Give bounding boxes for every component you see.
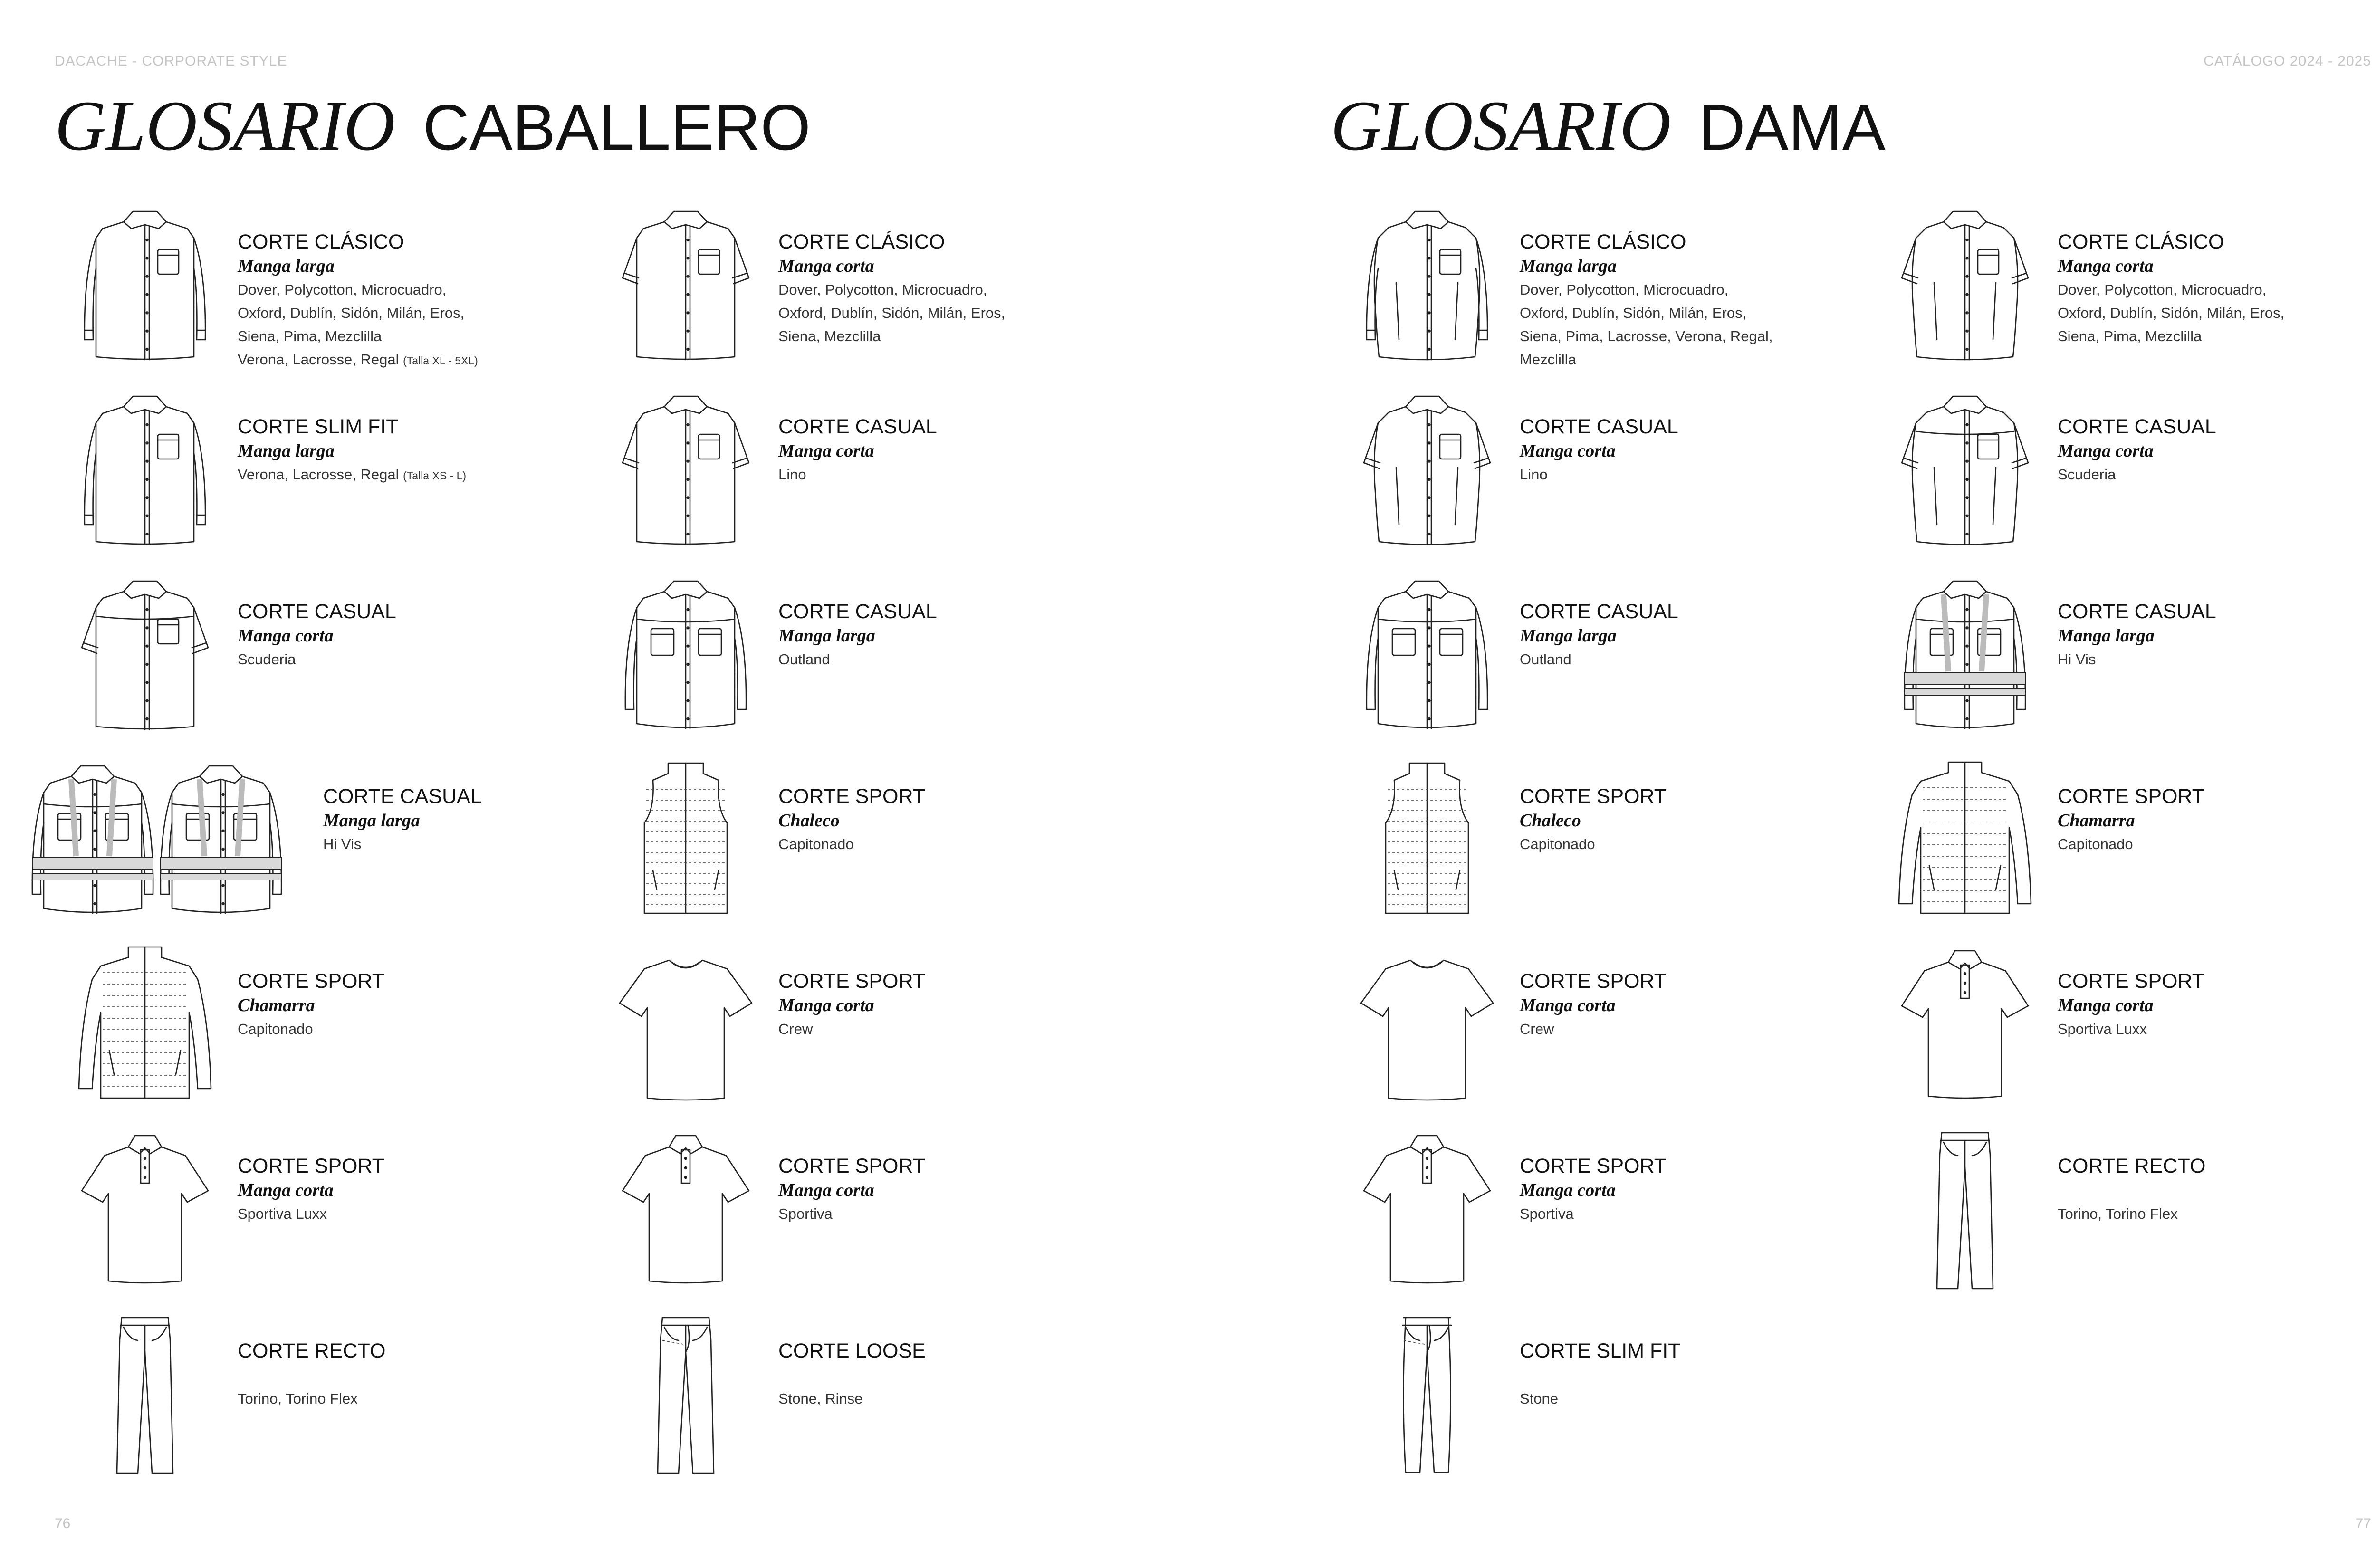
fabric-line: Stone, Rinse [778, 1390, 863, 1407]
sleeve-type: Manga larga [778, 626, 875, 646]
cut-name: CORTE CLÁSICO [238, 230, 404, 253]
glossary-entry [57, 567, 589, 752]
sleeve-type: Manga corta [778, 256, 874, 276]
sleeve-type: Chamarra [2058, 811, 2135, 831]
sleeve-type: Manga larga [238, 256, 335, 276]
cut-name: CORTE SPORT [2058, 785, 2205, 808]
sleeve-type: Chaleco [1520, 811, 1581, 831]
glossary-entry [1877, 1121, 2376, 1307]
cut-name: CORTE RECTO [2058, 1155, 2206, 1177]
fabric-line: Lino [1520, 466, 1548, 483]
glossary-entry [1339, 752, 1871, 937]
fabric-line: Mezclilla [1520, 351, 1576, 368]
fabric-line: Dover, Polycotton, Microcuadro, [238, 281, 447, 298]
fabric-line: Hi Vis [323, 836, 362, 852]
fabric-line: Sportiva [1520, 1205, 1574, 1222]
fabric-line: Outland [1520, 651, 1571, 668]
fabric-line: Verona, Lacrosse, Regal (Talla XL - 5XL) [238, 351, 478, 368]
fabric-line: Siena, Pima, Lacrosse, Verona, Regal, [1520, 328, 1773, 344]
title-regular: CABALLERO [422, 91, 811, 163]
glossary-entry [1339, 382, 1871, 567]
women-short-sleeve-shirt-icon [1339, 382, 1515, 558]
sleeve-type: Manga larga [238, 441, 335, 461]
cut-name: CORTE CASUAL [323, 785, 482, 808]
page-number-left: 76 [55, 1516, 71, 1531]
fabric-line: Dover, Polycotton, Microcuadro, [2058, 281, 2267, 298]
glossary-entry [598, 382, 1130, 567]
hi-vis-shirt-icon [29, 752, 285, 927]
glossary-entry [1339, 1121, 1871, 1307]
glossary-entry [598, 752, 1130, 937]
glossary-entry [1339, 197, 1871, 382]
straight-pants-icon [1877, 1121, 2053, 1297]
running-header-catalog: CATÁLOGO 2024 - 2025 [2204, 53, 2371, 69]
straight-pants-icon [57, 1306, 233, 1482]
quilted-vest-icon [1339, 752, 1515, 927]
fabric-line: Capitonado [238, 1021, 313, 1037]
fabric-line: Dover, Polycotton, Microcuadro, [778, 281, 987, 298]
polo-icon [1877, 937, 2053, 1112]
cut-name: CORTE SPORT [238, 970, 385, 993]
women-short-sleeve-shirt-icon [1877, 197, 2053, 373]
glossary-entry [598, 1306, 1130, 1492]
fabric-line: Outland [778, 651, 830, 668]
fabric-line: Sportiva Luxx [238, 1205, 327, 1222]
glossary-entry [598, 1121, 1130, 1307]
fabric-line: Capitonado [2058, 836, 2133, 852]
sleeve-type: Manga corta [778, 441, 874, 461]
sleeve-type: Chamarra [238, 995, 315, 1015]
short-sleeve-yoke-shirt-icon [57, 567, 233, 743]
title-caballero [55, 86, 811, 165]
fabric-line: Oxford, Dublín, Sidón, Milán, Eros, [238, 305, 465, 321]
glossary-entry [57, 1121, 589, 1307]
glossary-entry [1877, 197, 2376, 382]
glossary-entry [1339, 937, 1871, 1122]
cut-name: CORTE CASUAL [238, 600, 396, 623]
women-short-sleeve-yoke-shirt-icon [1877, 382, 2053, 558]
crew-tshirt-icon [1339, 937, 1515, 1112]
long-sleeve-shirt-icon [57, 197, 233, 373]
fabric-line: Oxford, Dublín, Sidón, Milán, Eros, [778, 305, 1006, 321]
fabric-line: Oxford, Dublín, Sidón, Milán, Eros, [1520, 305, 1747, 321]
cut-name: CORTE SPORT [238, 1155, 385, 1177]
running-header-brand: DACACHE - CORPORATE STYLE [55, 53, 287, 69]
work-shirt-icon [598, 567, 774, 743]
glossary-entry [1339, 567, 1871, 752]
cut-name: CORTE CASUAL [2058, 600, 2216, 623]
crew-tshirt-icon [598, 937, 774, 1112]
title-italic: GLOSARIO [1331, 86, 1671, 165]
sleeve-type [2058, 1178, 2376, 1202]
sleeve-type [778, 1363, 1121, 1387]
fabric-line: Hi Vis [2058, 651, 2096, 668]
glossary-entry [1877, 937, 2376, 1122]
sleeve-type: Chaleco [778, 811, 840, 831]
cut-name: CORTE SPORT [778, 785, 926, 808]
women-long-sleeve-shirt-icon [1339, 197, 1515, 373]
quilted-jacket-icon [57, 937, 233, 1112]
cut-name: CORTE SPORT [1520, 970, 1667, 993]
work-shirt-icon [1339, 567, 1515, 743]
glossary-entry [1877, 567, 2376, 752]
polo-icon [1339, 1121, 1515, 1297]
fabric-line: Sportiva [778, 1205, 833, 1222]
sleeve-type: Manga corta [2058, 441, 2154, 461]
sleeve-type: Manga larga [1520, 626, 1617, 646]
polo-icon [598, 1121, 774, 1297]
sleeve-type: Manga larga [2058, 626, 2155, 646]
cut-name: CORTE CLÁSICO [1520, 230, 1686, 253]
quilted-vest-icon [598, 752, 774, 927]
short-sleeve-shirt-icon [598, 197, 774, 373]
fabric-line: Capitonado [778, 836, 854, 852]
title-italic: GLOSARIO [55, 86, 395, 165]
short-sleeve-shirt-icon [598, 382, 774, 558]
fabric-line: Scuderia [238, 651, 296, 668]
jeans-icon [598, 1306, 774, 1482]
quilted-jacket-icon [1877, 752, 2053, 927]
long-sleeve-shirt-icon [57, 382, 233, 558]
cut-name: CORTE CASUAL [1520, 600, 1678, 623]
size-note: (Talla XL - 5XL) [403, 354, 478, 367]
cut-name: CORTE LOOSE [778, 1339, 926, 1362]
cut-name: CORTE CLÁSICO [778, 230, 945, 253]
cut-name: CORTE CLÁSICO [2058, 230, 2224, 253]
glossary-entry [57, 937, 589, 1122]
cut-name: CORTE SPORT [778, 1155, 926, 1177]
fabric-line: Scuderia [2058, 466, 2116, 483]
fabric-line: Siena, Pima, Mezclilla [238, 328, 382, 344]
cut-name: CORTE SPORT [2058, 970, 2205, 993]
glossary-entry [1877, 382, 2376, 567]
sleeve-type: Manga larga [323, 811, 420, 831]
cut-name: CORTE RECTO [238, 1339, 386, 1362]
sleeve-type: Manga corta [1520, 995, 1616, 1015]
cut-name: CORTE CASUAL [778, 600, 937, 623]
glossary-entry [57, 752, 589, 937]
glossary-entry [57, 1306, 589, 1492]
cut-name: CORTE CASUAL [1520, 415, 1678, 438]
fabric-line: Dover, Polycotton, Microcuadro, [1520, 281, 1729, 298]
cut-name: CORTE CASUAL [778, 415, 937, 438]
polo-icon [57, 1121, 233, 1297]
hi-vis-shirt-icon [1877, 567, 2053, 743]
cut-name: CORTE CASUAL [2058, 415, 2216, 438]
cut-name: CORTE SLIM FIT [1520, 1339, 1681, 1362]
fabric-line: Oxford, Dublín, Sidón, Milán, Eros, [2058, 305, 2285, 321]
sleeve-type: Manga corta [1520, 1180, 1616, 1200]
cut-name: CORTE SPORT [778, 970, 926, 993]
sleeve-type [1520, 1363, 1862, 1387]
fabric-line: Capitonado [1520, 836, 1595, 852]
glossary-entry [598, 937, 1130, 1122]
sleeve-type: Manga corta [2058, 995, 2154, 1015]
page-number-right: 77 [2355, 1516, 2371, 1531]
slim-jeans-icon [1339, 1306, 1515, 1482]
sleeve-type: Manga corta [1520, 441, 1616, 461]
fabric-line: Sportiva Luxx [2058, 1021, 2147, 1037]
size-note: (Talla XS - L) [403, 469, 467, 482]
fabric-line: Crew [778, 1021, 813, 1037]
sleeve-type: Manga corta [238, 1180, 334, 1200]
glossary-entry [598, 197, 1130, 382]
glossary-entry [598, 567, 1130, 752]
sleeve-type: Manga corta [238, 626, 334, 646]
cut-name: CORTE SLIM FIT [238, 415, 399, 438]
fabric-line: Crew [1520, 1021, 1554, 1037]
sleeve-type [238, 1363, 580, 1387]
cut-name: CORTE SPORT [1520, 1155, 1667, 1177]
glossary-entry [57, 382, 589, 567]
sleeve-type: Manga larga [1520, 256, 1617, 276]
fabric-line: Lino [778, 466, 806, 483]
fabric-line: Stone [1520, 1390, 1559, 1407]
glossary-entry [1877, 752, 2376, 937]
title-regular: DAMA [1698, 91, 1886, 163]
title-dama [1331, 86, 1886, 165]
fabric-line: Torino, Torino Flex [238, 1390, 358, 1407]
fabric-line: Verona, Lacrosse, Regal (Talla XS - L) [238, 466, 467, 483]
cut-name: CORTE SPORT [1520, 785, 1667, 808]
fabric-line: Torino, Torino Flex [2058, 1205, 2178, 1222]
glossary-entry [57, 197, 589, 382]
sleeve-type: Manga corta [2058, 256, 2154, 276]
fabric-line: Siena, Mezclilla [778, 328, 881, 344]
sleeve-type: Manga corta [778, 1180, 874, 1200]
sleeve-type: Manga corta [778, 995, 874, 1015]
fabric-line: Siena, Pima, Mezclilla [2058, 328, 2202, 344]
glossary-entry [1339, 1306, 1871, 1492]
